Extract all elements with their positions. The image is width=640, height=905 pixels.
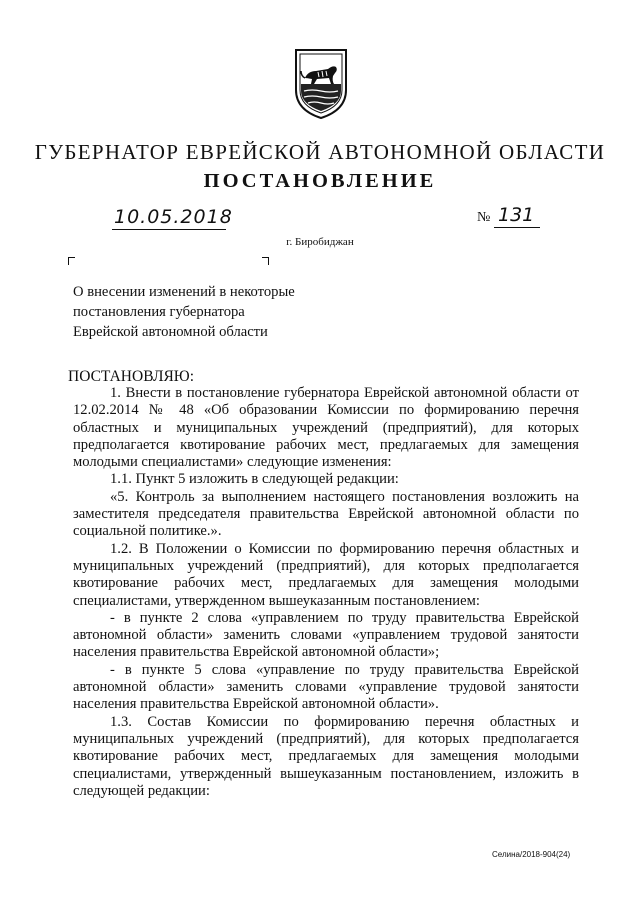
subject-line: Еврейской автономной области [73,324,268,340]
body-paragraph: - в пункте 2 слова «управлением по труду правительства Еврейской автономной области» заменить словами «управлением трудовой занятости населения правительства Еврейской автономной области»; [73,609,579,661]
body-paragraph: - в пункте 5 слова «управление по труду правительства Еврейской автономной области» заменить словами «управление трудовой занятости населения правительства Еврейской автономной области». [73,661,579,713]
authority-title: ГУБЕРНАТОР ЕВРЕЙСКОЙ АВТОНОМНОЙ ОБЛАСТИ [34,140,606,164]
subject-block [73,282,333,342]
body-paragraph: «5. Контроль за выполнением настоящего постановления возложить на заместителя председателя правительства Еврейской автономной области по социальной политике.». [73,488,579,540]
subject-corner-left [68,257,75,265]
subject-line: О внесении изменений в некоторые [73,284,295,300]
body-paragraph: 1.1. Пункт 5 изложить в следующей редакции: [110,471,399,488]
decree-word: ПОСТАНОВЛЯЮ: [68,368,195,385]
document-type: ПОСТАНОВЛЕНИЕ [203,170,437,192]
body-paragraph: 1.2. В Положении о Комиссии по формированию перечня областных и муниципальных учреждений (предприятий), для которых предполагается квотирование рабочих мест, предлагаемых для замещения молодыми специалистами, утвержденном вышеуказанным постановлением: [73,540,579,609]
coat-of-arms-emblem [292,44,350,120]
footer-code: Селина/2018-904(24) [492,850,571,859]
coat-of-arms-tiger-icon [292,44,350,120]
body-paragraph: 1. Внести в постановление губернатора Еврейской автономной области от 12.02.2014 № 48 «Об образовании Комиссии по формированию перечня областных и муниципальных учреждений (предприятий), для которых предполагается квотирование рабочих мест, предлагаемых для замещения молодыми специалистами» следующие изменения: [73,385,579,471]
body-paragraph: 1.3. Состав Комиссии по формированию перечня областных и муниципальных учреждений (предприятий), для которых предполагается квотирование рабочих мест, предлагаемых для замещения молодыми специалистами, утвержденный вышеуказанным постановлением, изложить в следующей редакции: [73,713,579,799]
subject-corner-right [262,257,269,265]
city-label: г. Биробиджан [286,236,354,248]
document-date: 10.05.2018 [114,206,233,228]
subject-line: постановления губернатора [73,304,245,320]
number-label: № [477,210,491,225]
document-number: 131 [494,203,540,228]
document-body [73,385,579,800]
